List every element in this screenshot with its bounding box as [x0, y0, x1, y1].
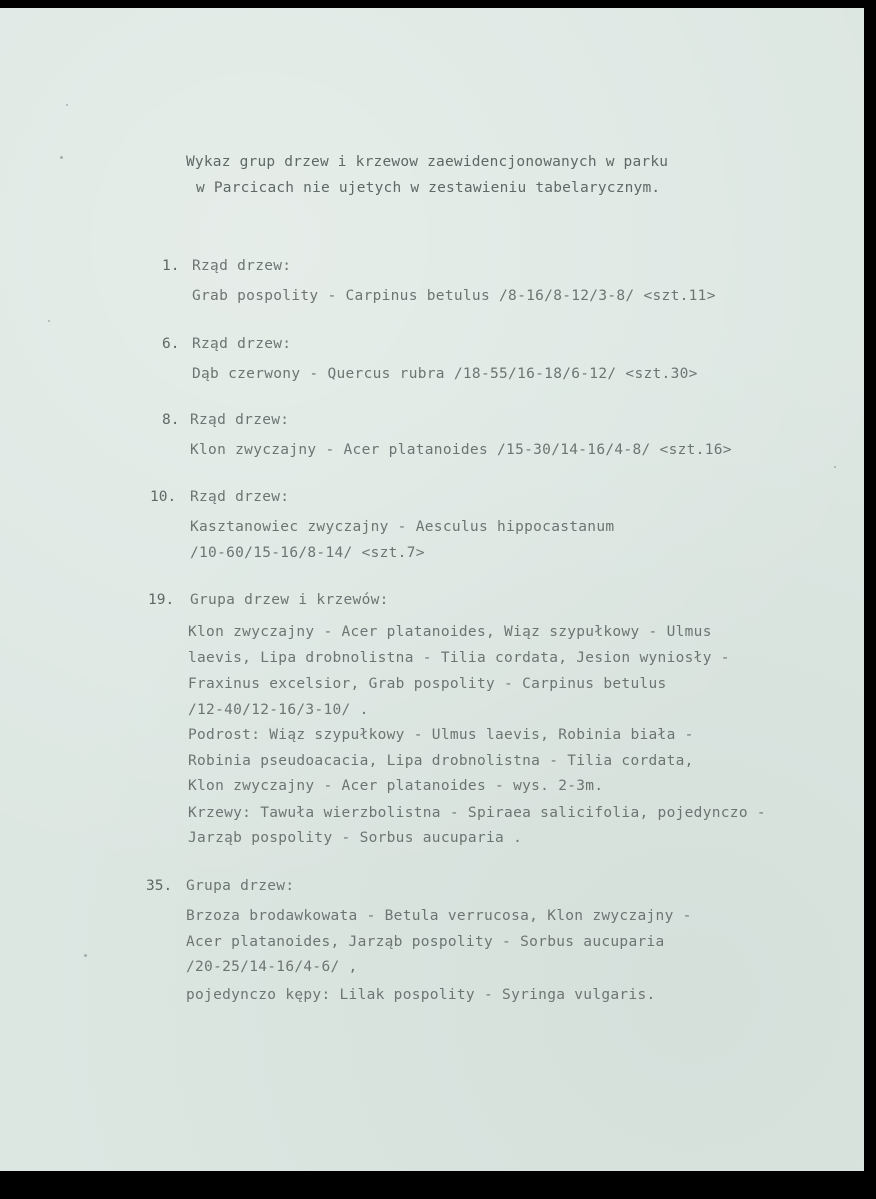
entry-number: 10.: [150, 489, 177, 505]
entry-line: Klon zwyczajny - Acer platanoides, Wiąz szypułkowy - Ulmus: [188, 624, 712, 640]
paper-speck: [48, 320, 50, 322]
entry-line: Krzewy: Tawuła wierzbolistna - Spiraea salicifolia, pojedynczo -: [188, 805, 766, 821]
entry-line: Rząd drzew:: [192, 336, 292, 352]
entry-line: /10-60/15-16/8-14/ <szt.7>: [190, 545, 425, 561]
entry-line: Klon zwyczajny - Acer platanoides - wys. 2-3m.: [188, 778, 604, 794]
entry-line: Rząd drzew:: [190, 412, 290, 428]
entry-line: /12-40/12-16/3-10/ .: [188, 702, 369, 718]
entry-line: Grupa drzew i krzewów:: [190, 592, 389, 608]
entry-number: 35.: [146, 878, 173, 894]
document-title-line-1: Wykaz grup drzew i krzewow zaewidencjonowanych w parku: [186, 154, 669, 170]
paper-speck: [66, 104, 68, 106]
entry-line: Fraxinus excelsior, Grab pospolity - Carpinus betulus: [188, 676, 667, 692]
entry-line: Kasztanowiec zwyczajny - Aesculus hippocastanum: [190, 519, 615, 535]
entry-line: Klon zwyczajny - Acer platanoides /15-30/14-16/4-8/ <szt.16>: [190, 442, 732, 458]
entry-number: 8.: [162, 412, 180, 428]
entry-line: Jarząb pospolity - Sorbus aucuparia .: [188, 830, 523, 846]
entry-line: Grupa drzew:: [186, 878, 295, 894]
entry-line: Acer platanoides, Jarząb pospolity - Sorbus aucuparia: [186, 934, 665, 950]
entry-line: pojedynczo kępy: Lilak pospolity - Syringa vulgaris.: [186, 987, 656, 1003]
entry-line: Brzoza brodawkowata - Betula verrucosa, Klon zwyczajny -: [186, 908, 692, 924]
entry-line: laevis, Lipa drobnolistna - Tilia cordata, Jesion wyniosły -: [188, 650, 730, 666]
entry-number: 6.: [162, 336, 180, 352]
entry-line: /20-25/14-16/4-6/ ,: [186, 959, 358, 975]
entry-line: Robinia pseudoacacia, Lipa drobnolistna - Tilia cordata,: [188, 753, 694, 769]
entry-number: 1.: [162, 258, 180, 274]
paper-speck: [60, 156, 63, 159]
entry-number: 19.: [148, 592, 175, 608]
entry-line: Rząd drzew:: [190, 489, 290, 505]
entry-line: Rząd drzew:: [192, 258, 292, 274]
document-title-line-2: w Parcicach nie ujetych w zestawieniu tabelarycznym.: [196, 180, 661, 196]
entry-line: Podrost: Wiąz szypułkowy - Ulmus laevis, Robinia biała -: [188, 727, 694, 743]
paper-sheet: [0, 8, 864, 1171]
entry-line: Dąb czerwony - Quercus rubra /18-55/16-18/6-12/ <szt.30>: [192, 366, 698, 382]
entry-line: Grab pospolity - Carpinus betulus /8-16/8-12/3-8/ <szt.11>: [192, 288, 716, 304]
paper-speck: [834, 466, 836, 468]
paper-speck: [84, 954, 87, 957]
